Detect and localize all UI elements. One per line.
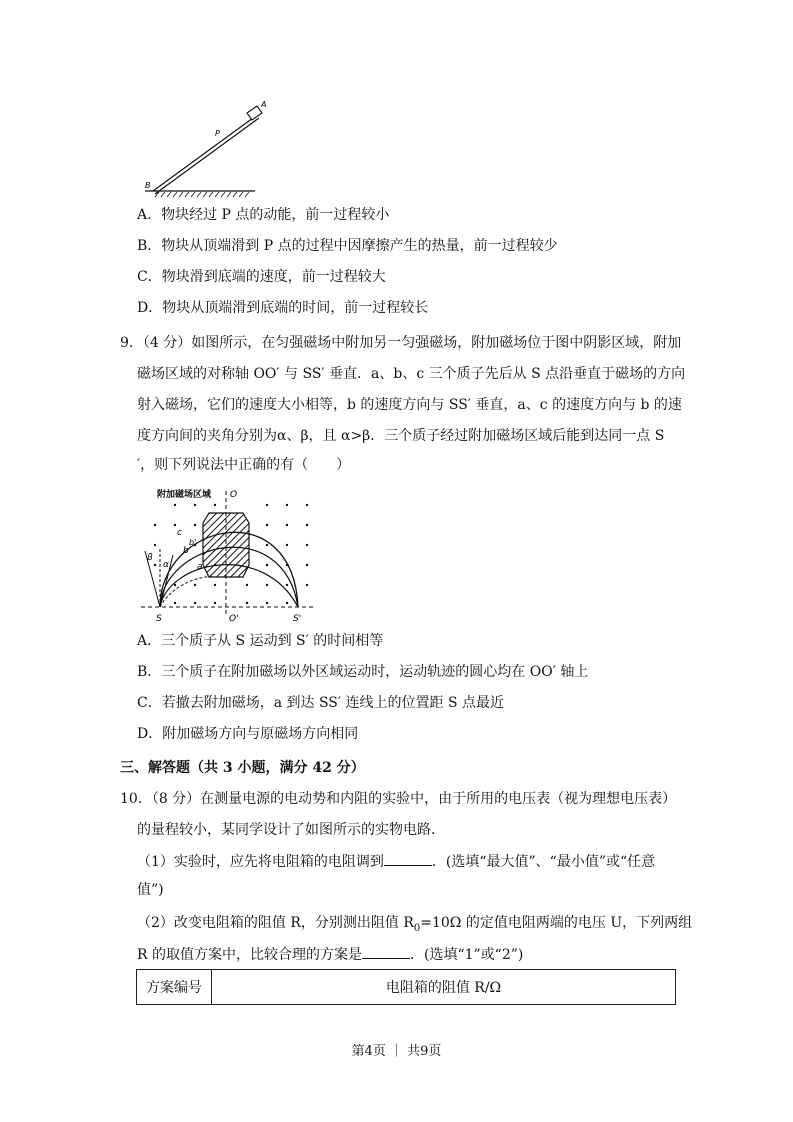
q9-line-1: 9．（4 分）如图所示，在匀强磁场中附加另一匀强磁场，附加磁场位于图中阴影区域，附加	[120, 335, 682, 351]
table-row	[137, 970, 676, 1005]
q10-part2-text: （2）改变电阻箱的阻值 R，分别测出阻值 R	[137, 915, 414, 931]
label-P: P	[215, 129, 220, 138]
label-alpha: α	[163, 560, 169, 570]
q9-line-2: 磁场区域的对称轴 OO′ 与 SS′ 垂直．a、b、c 三个质子先后从 S 点沿垂直于磁场的方向	[137, 366, 686, 382]
q10-part1	[137, 851, 655, 872]
q10-part1-choices: ．(选填“最大值”、“最小值”或“任意	[431, 854, 656, 870]
label-b-prime: b'	[189, 538, 197, 547]
q10-part1-cont: 值”)	[137, 882, 164, 898]
q9-line-5: ′，则下列说法中正确的有（ ）	[137, 457, 351, 473]
q8-option-c: C．物块滑到底端的速度，前一过程较大	[137, 269, 386, 285]
label-O-prime: O'	[229, 614, 239, 624]
label-O: O	[230, 490, 238, 500]
table-header-plan-no: 方案编号	[137, 970, 212, 1005]
label-B: B	[145, 181, 151, 190]
label-S: S	[156, 614, 162, 624]
label-A: A	[261, 100, 267, 109]
q10-part2	[137, 913, 692, 939]
q9-option-b: B．三个质子在附加磁场以外区域运动时，运动轨迹的圆心均在 OO′ 轴上	[137, 664, 589, 680]
plan-table	[136, 969, 676, 1005]
label-b: b	[183, 546, 189, 556]
page-footer: 第4页 ｜ 共9页	[351, 1044, 442, 1059]
q10-part2-question: R 的取值方案中，比较合理的方案是	[137, 947, 362, 963]
q10-part2-cont	[137, 944, 523, 965]
label-a: a	[197, 562, 203, 572]
magnetic-field-figure	[133, 483, 323, 625]
q9-option-d: D．附加磁场方向与原磁场方向相同	[137, 726, 359, 742]
section-heading: 三、解答题（共 3 小题，满分 42 分）	[120, 760, 365, 776]
q10-part1-text: （1）实验时，应先将电阻箱的电阻调到	[137, 854, 384, 870]
label-c: c	[177, 528, 182, 538]
table-header-resistance: 电阻箱的阻值 R/Ω	[212, 970, 676, 1005]
answer-blank-2[interactable]	[362, 944, 410, 959]
q8-option-d: D．物块从顶端滑到底端的时间，前一过程较长	[137, 300, 429, 316]
region-label: 附加磁场区域	[157, 490, 212, 500]
q10-line-1: 10．（8 分）在测量电源的电动势和内阻的实验中，由于所用的电压表（视为理想电压表）	[120, 791, 677, 807]
q9-option-a: A．三个质子从 S 运动到 S′ 的时间相等	[137, 633, 384, 649]
incline-figure	[135, 95, 265, 200]
q9-line-3: 射入磁场，它们的速度大小相等，b 的速度方向与 SS′ 垂直，a、c 的速度方向与 b 的速	[137, 397, 682, 413]
answer-blank-1[interactable]	[384, 851, 432, 866]
label-S-prime: S'	[293, 614, 302, 624]
q8-option-a: A．物块经过 P 点的动能，前一过程较小	[137, 207, 390, 223]
q10-part2-choices: ．(选填“1”或“2”)	[410, 947, 524, 963]
r0-subscript: 0	[413, 922, 421, 934]
q8-option-b: B．物块从顶端滑到 P 点的过程中因摩擦产生的热量，前一过程较少	[137, 238, 558, 254]
q10-part2-text-b: =10Ω 的定值电阻两端的电压 U，下列两组	[420, 915, 693, 931]
q9-line-4: 度方向间的夹角分别为α、β，且 α>β．三个质子经过附加磁场区域后能到达同一点 S	[137, 428, 665, 444]
q10-line-2: 的量程较小，某同学设计了如图所示的实物电路．	[137, 822, 445, 838]
q9-option-c: C．若撤去附加磁场，a 到达 SS′ 连线上的位置距 S 点最近	[137, 695, 505, 711]
label-beta: β	[147, 553, 153, 563]
